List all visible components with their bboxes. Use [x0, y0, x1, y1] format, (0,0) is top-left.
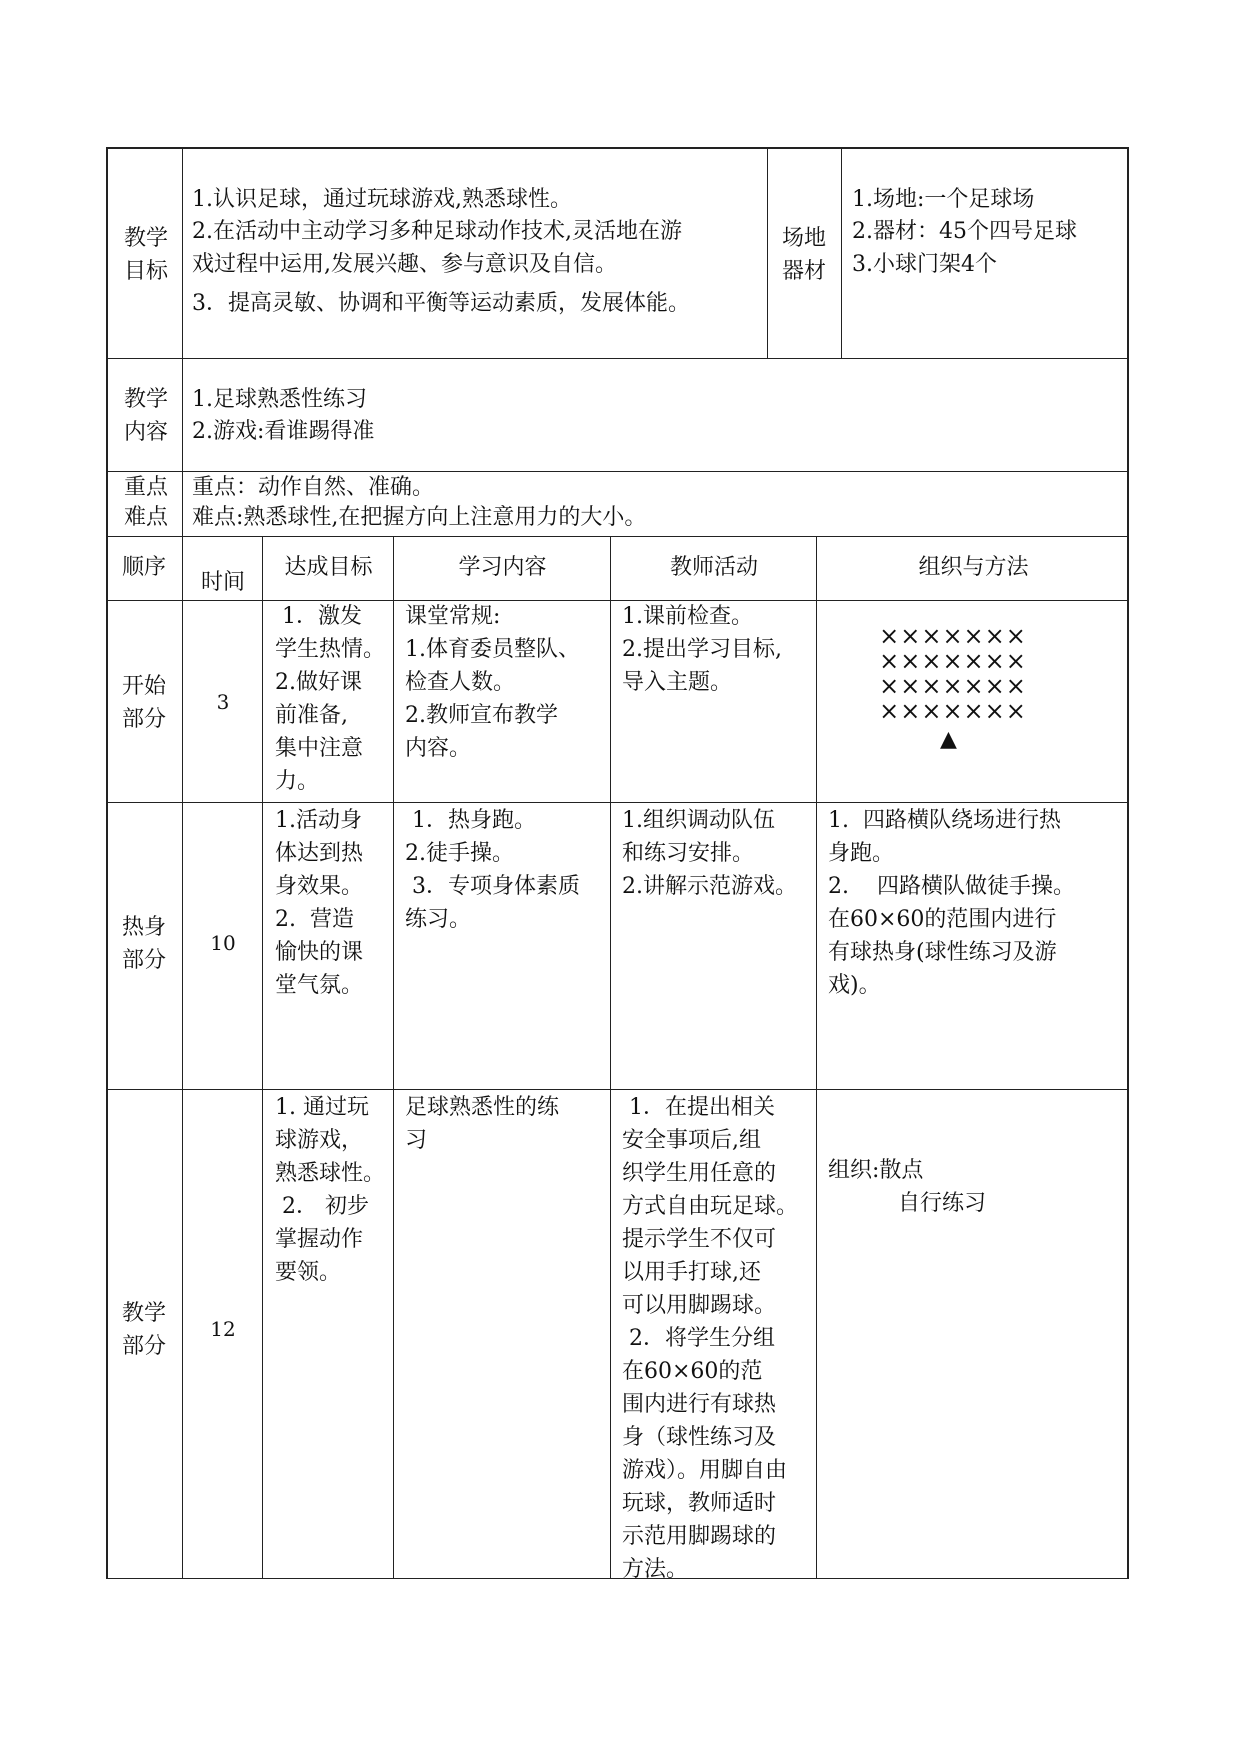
row-organization: 组织:散点 自行练习 [828, 1158, 986, 1216]
formation-row: ××××××× [879, 647, 1027, 675]
formation-row: ××××××× [879, 672, 1027, 700]
student-formation [818, 624, 1088, 724]
divider-row2-row3 [106, 1089, 1129, 1090]
keypoints-label: 重点 难点 [123, 475, 168, 530]
row-teacher: 1.课前检查。 2.提出学习目标, 导入主题。 [622, 604, 782, 695]
divider-row1-row2 [106, 802, 1129, 803]
content-item-2: 2.游戏:看谁踢得准 [192, 419, 375, 444]
row-learning: 课堂常规: 1.体育委员整队、 检查人数。 2.教师宣布教学 内容。 [405, 604, 580, 761]
header-time: 时间 [200, 570, 245, 595]
objective-3: 3．提高灵敏、协调和平衡等运动素质，发展体能。 [192, 291, 690, 316]
row-learning: 足球熟悉性的练 习 [405, 1095, 560, 1153]
divider-objectives-content [106, 358, 1129, 359]
header-order: 顺序 [121, 555, 166, 580]
content-item-1: 1.足球熟悉性练习 [192, 387, 367, 412]
row-organization: 1. 四路横队绕场进行热 身跑。 2. 四路横队做徒手操。 在60×60的范围内进行 有球热身(球性练习及游 戏)。 [828, 808, 1075, 998]
row-goal: 1．激发 学生热情。 2.做好课 前准备, 集中注意 力。 [275, 604, 386, 794]
venue-item-1: 1.场地:一个足球场 [852, 187, 1035, 212]
row-learning: 1．热身跑。 2.徒手操。 3．专项身体素质 练习。 [405, 808, 580, 932]
row-teacher: 1.组织调动队伍 和练习安排。 2.讲解示范游戏。 [622, 808, 797, 899]
row-goal: 1. 通过玩 球游戏， 熟悉球性。 2． 初步 掌握动作 要领。 [275, 1095, 386, 1285]
venue-item-2: 2.器材：45个四号足球 [852, 219, 1077, 244]
divider-venue-left [767, 147, 768, 358]
divider-label-column [182, 147, 183, 1579]
key-point: 重点：动作自然、准确。 [192, 475, 435, 500]
row-part-label: 热身 部分 [121, 915, 166, 973]
header-learning: 学习内容 [458, 555, 547, 580]
objective-1: 1.认识足球，通过玩球游戏,熟悉球性。 [192, 187, 572, 212]
difficult-point: 难点:熟悉球性,在把握方向上注意用力的大小。 [192, 505, 647, 530]
objective-2: 2.在活动中主动学习多种足球动作技术,灵活地在游 戏过程中运用,发展兴趣、参与意识及自信。 [192, 219, 682, 277]
row-part-label: 开始 部分 [121, 674, 166, 732]
header-organization: 组织与方法 [918, 555, 1029, 580]
row-teacher: 1．在提出相关 安全事项后,组 织学生用任意的 方式自由玩足球。 提示学生不仅可 以用手打球,还 可以用脚踢球。 2．将学生分组 在60×60的范 围内进行有球热 身（球性练习及 游戏）。用脚自由 玩球，教师适时 示范用脚踢球的 方法。 [622, 1095, 799, 1582]
formation-row: ××××××× [879, 697, 1027, 725]
row-time: 10 [210, 931, 236, 955]
teacher-position-marker: ▲ [940, 727, 957, 752]
objectives-label: 教学 目标 [123, 226, 168, 284]
row-goal: 1.活动身 体达到热 身效果。 2. 营造 愉快的课 堂气氛。 [275, 808, 364, 998]
divider-goal-learning [393, 536, 394, 1579]
divider-time-goal [262, 536, 263, 1579]
divider-keypoints-headers [106, 536, 1129, 537]
table-bottom-border [106, 1578, 1129, 1579]
formation-row: ××××××× [879, 622, 1027, 650]
divider-content-keypoints [106, 471, 1129, 472]
row-part-label: 教学 部分 [121, 1301, 166, 1359]
content-label: 教学 内容 [123, 387, 168, 445]
row-time: 3 [216, 690, 230, 714]
header-goal: 达成目标 [284, 555, 373, 580]
divider-headers-row1 [106, 600, 1129, 601]
divider-learning-teacher [610, 536, 611, 1579]
row-time: 12 [210, 1317, 236, 1341]
venue-item-3: 3.小球门架4个 [852, 252, 997, 277]
venue-label: 场地 器材 [781, 226, 826, 284]
header-teacher: 教师活动 [669, 555, 758, 580]
divider-teacher-organization [816, 536, 817, 1579]
divider-venue-right [841, 147, 842, 358]
